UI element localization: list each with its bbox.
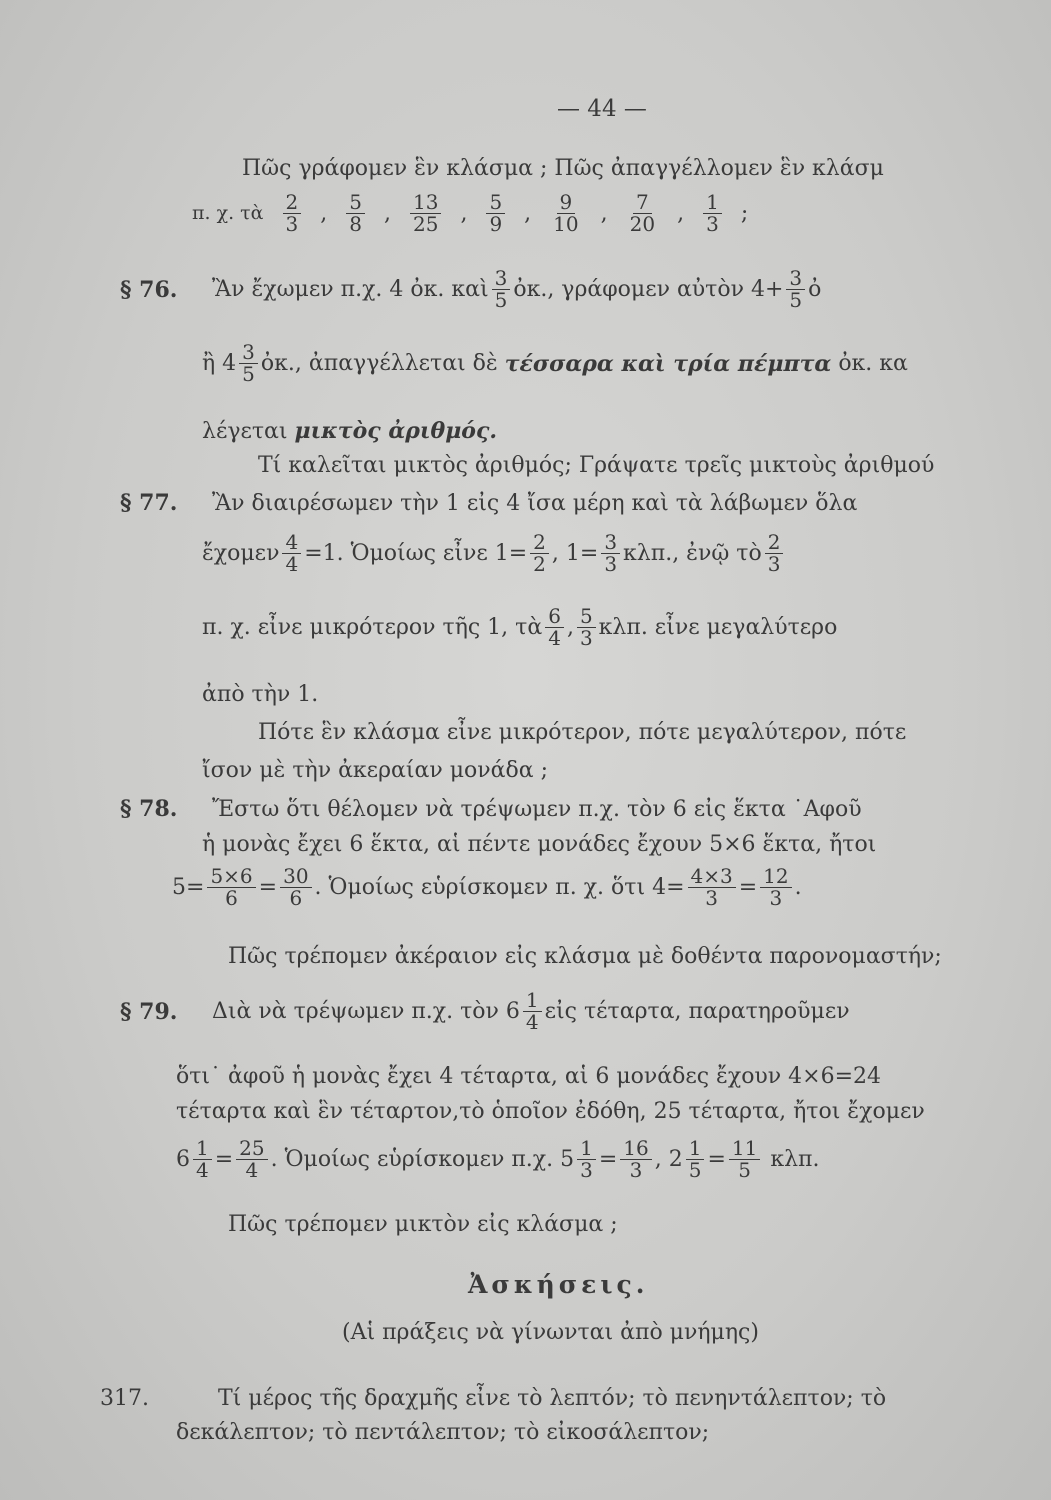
- emphasis-text: μικτὸς ἀριθμός.: [294, 418, 498, 444]
- section-76-line3: [202, 420, 497, 443]
- fraction: $\frac{5}{9}$: [486, 192, 505, 235]
- example-prefix: π. χ. τὰ: [192, 202, 264, 224]
- question-line: Τί καλεῖται μικτὸς ἀριθμός; Γράψατε τρεῖς μικτοὺς ἀριθμού: [258, 453, 935, 478]
- fraction: $\frac{2}{3}$: [283, 192, 302, 235]
- text: 5=: [172, 874, 205, 900]
- section-79-line1: [120, 990, 850, 1033]
- fraction: $\frac{1}{3}$: [577, 1138, 596, 1181]
- fraction: $\frac{16}{3}$: [620, 1138, 651, 1181]
- question-line: ἴσον μὲ τὴν ἀκεραίαν μονάδα ;: [202, 758, 548, 783]
- fraction: $\frac{30}{6}$: [280, 866, 311, 909]
- section-76-line2: [202, 342, 908, 385]
- question-line: Πῶς γράφομεν ἓν κλάσμα ; Πῶς ἀπαγγέλλομεν ἓν κλάσμ: [242, 156, 884, 181]
- text: , 2: [654, 1146, 683, 1172]
- question-line: Πῶς τρέπομεν μικτὸν εἰς κλάσμα ;: [228, 1212, 618, 1237]
- text: λέγεται: [202, 419, 288, 444]
- section-77-line1: [120, 492, 857, 515]
- section-77-line3: π. χ. εἶνε μικρότερον τῆς 1, τὰ $\frac{6}{4}$ , $\frac{5}{3}$ κλπ. εἶνε μεγαλύτερο: [202, 604, 838, 650]
- fraction: $\frac{9}{10}$: [553, 190, 579, 236]
- text: ὀ: [808, 276, 822, 302]
- section-79-line3: τέταρτα καὶ ἓν τέταρτον,τὸ ὁποῖον ἐδόθη, 25 τέταρτα, ἤτοι ἔχομεν: [176, 1099, 925, 1124]
- fraction: $\frac{2}{2}$: [530, 532, 549, 575]
- fraction: $\frac{6}{4}$: [545, 606, 564, 649]
- section-77-line2: [202, 532, 786, 575]
- text: =1. Ὁμοίως εἶνε 1=: [304, 540, 528, 566]
- question-line: Πῶς τρέπομεν ἀκέραιον εἰς κλάσμα μὲ δοθέντα παρονομαστήν;: [228, 944, 942, 969]
- fraction: $\frac{1}{4}$: [193, 1138, 212, 1181]
- section-label: § 76.: [120, 276, 178, 303]
- section-78-line2: ἡ μονὰς ἔχει 6 ἕκτα, αἱ πέντε μονάδες ἔχουν 5×6 ἕκτα, ἤτοι: [202, 832, 877, 857]
- text: ὀκ., ἀπαγγέλλεται δὲ: [260, 350, 498, 376]
- text: ἢ 4: [202, 350, 237, 376]
- fraction: $\frac{1}{5}$: [686, 1138, 705, 1181]
- section-label: § 79.: [120, 998, 178, 1025]
- text: Διὰ νὰ τρέψωμεν π.χ. τὸν 6: [212, 998, 520, 1024]
- text: Ἔστω ὅτι θέλομεν νὰ τρέψωμεν π.χ. τὸν 6 εἰς ἕκτα ˙Αφοῦ: [212, 797, 862, 822]
- fraction: $\frac{1}{4}$: [523, 990, 542, 1033]
- fraction: $\frac{11}{5}$: [729, 1138, 760, 1181]
- fraction: $\frac{12}{3}$: [760, 866, 791, 909]
- fraction: $\frac{1}{3}$: [703, 192, 722, 235]
- section-77-line4: ἀπὸ τὴν 1.: [202, 682, 319, 707]
- text: .: [794, 874, 802, 900]
- text: =: [598, 1146, 618, 1172]
- emphasis-text: τέσσαρα καὶ τρία πέμπτα: [504, 350, 832, 377]
- exercises-subheading: (Αἱ πράξεις νὰ γίνωνται ἀπὸ μνήμης): [342, 1320, 759, 1345]
- fraction: $\frac{4\times 3}{3}$: [688, 866, 736, 909]
- fraction: $\frac{7}{20}$: [629, 190, 656, 236]
- fraction: $\frac{5}{8}$: [346, 192, 365, 235]
- text: εἰς τέταρτα, παρατηροῦμεν: [544, 998, 850, 1024]
- exercise-317-line1: [100, 1388, 886, 1410]
- text: Τί μέρος τῆς δραχμῆς εἶνε τὸ λεπτόν; τὸ πενηντάλεπτον; τὸ: [218, 1386, 887, 1411]
- exercise-number: 317.: [100, 1386, 149, 1411]
- fraction-examples: π. χ. τὰ $\frac{2}{3}$ , $\frac{5}{8}$ , $\frac{13}{25}$ , $\frac{5}{9}$ , $\frac{9}{10}$ , $\frac{7}{20}$ , $\frac{1}{3}$ ;: [192, 190, 749, 236]
- fraction: $\frac{25}{4}$: [236, 1138, 267, 1181]
- question-line: Πότε ἓν κλάσμα εἶνε μικρότερον, πότε μεγαλύτερον, πότε: [258, 720, 907, 745]
- text: ὀκ., γράφομεν αὐτὸν 4+: [513, 276, 784, 302]
- text: =: [738, 874, 758, 900]
- section-79-line2: ὅτι˙ ἀφοῦ ἡ μονὰς ἔχει 4 τέταρτα, αἱ 6 μονάδες ἔχουν 4×6=24: [176, 1064, 882, 1089]
- text: ὀκ. κα: [838, 350, 908, 376]
- text: Ἂν ἔχωμεν π.χ. 4 ὀκ. καὶ: [212, 276, 489, 302]
- text: , 1=: [551, 540, 599, 566]
- text: =: [707, 1146, 726, 1172]
- fraction: $\frac{3}{5}$: [492, 268, 511, 311]
- fraction: $\frac{2}{3}$: [765, 532, 784, 575]
- text: . Ὁμοίως εὑρίσκομεν π. χ. ὅτι 4=: [314, 874, 685, 900]
- fraction: $\frac{4}{4}$: [282, 532, 301, 575]
- section-79-line4: [176, 1138, 820, 1181]
- fraction: $\frac{3}{5}$: [786, 268, 805, 311]
- text: κλπ.: [770, 1146, 820, 1172]
- fraction: $\frac{13}{25}$: [410, 192, 441, 235]
- text: κλπ., ἐνῷ τὸ: [623, 540, 762, 566]
- text: κλπ. εἶνε μεγαλύτερο: [598, 614, 838, 640]
- fraction: $\frac{3}{3}$: [601, 532, 620, 575]
- section-76-line1: [120, 268, 821, 311]
- text: =: [214, 1146, 234, 1172]
- fraction: $\frac{5}{3}$: [577, 606, 596, 649]
- exercise-317-line2: δεκάλεπτον; τὸ πεντάλεπτον; τὸ εἰκοσάλεπτον;: [176, 1420, 710, 1445]
- text: ἔχομεν: [202, 540, 280, 566]
- text: . Ὁμοίως εὑρίσκομεν π.χ. 5: [270, 1146, 575, 1172]
- section-label: § 78.: [120, 796, 178, 822]
- text: Ἂν διαιρέσωμεν τὴν 1 εἰς 4 ἴσα μέρη καὶ τὰ λάβωμεν ὅλα: [212, 491, 858, 516]
- text: 6: [176, 1146, 190, 1172]
- page-number: — 44 —: [557, 96, 647, 122]
- exercises-heading: Ἀσκήσεις.: [468, 1270, 649, 1299]
- section-label: § 77.: [120, 490, 178, 516]
- fraction: $\frac{3}{5}$: [239, 342, 258, 385]
- section-78-line1: [120, 798, 862, 821]
- text: π. χ. εἶνε μικρότερον τῆς 1, τὰ: [202, 614, 543, 640]
- text: =: [258, 874, 278, 900]
- section-78-line3: [172, 866, 802, 909]
- fraction: $\frac{5\times 6}{6}$: [207, 866, 255, 909]
